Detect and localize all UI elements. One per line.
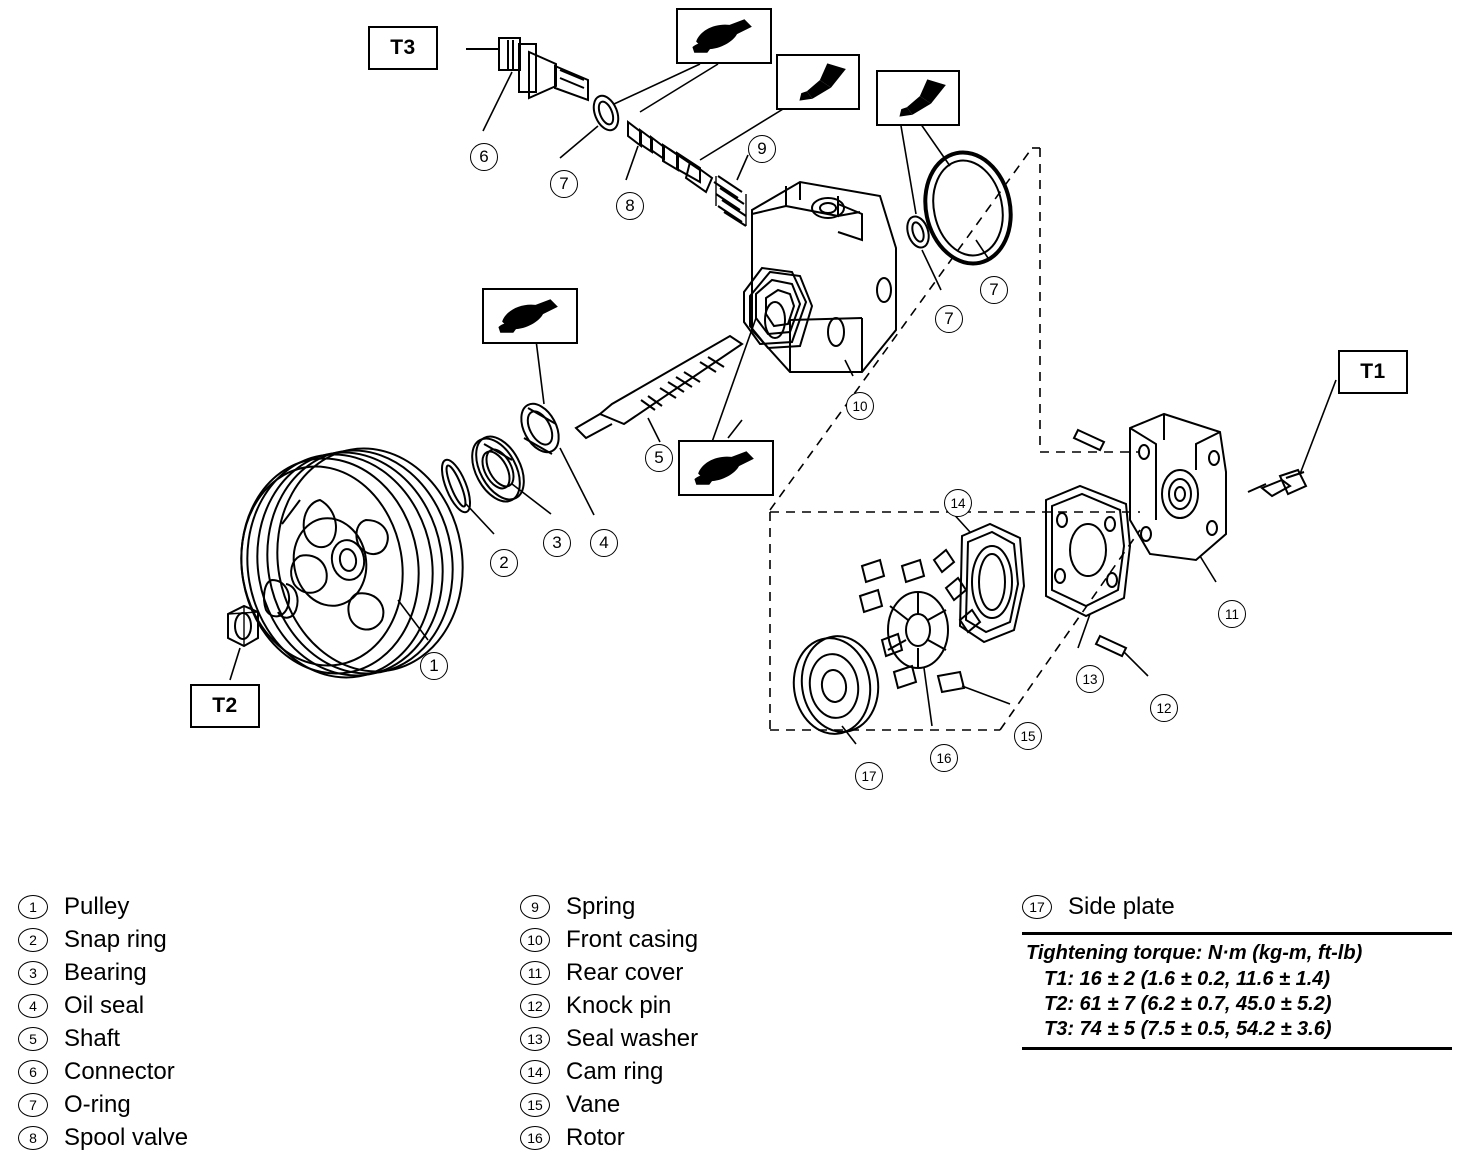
seal-washer-13 <box>1046 486 1130 616</box>
legend-number: 5 <box>18 1027 48 1051</box>
legend-number: 6 <box>18 1060 48 1084</box>
front-casing-10 <box>744 182 896 372</box>
list-item <box>520 923 698 956</box>
callout-15: 15 <box>1014 722 1042 750</box>
legend-label: O-ring <box>64 1090 131 1118</box>
list-item <box>18 1022 188 1055</box>
spool-valve-8 <box>628 122 712 192</box>
torque-line-t1: T1: 16 ± 2 (1.6 ± 0.2, 11.6 ± 1.4) <box>1044 968 1331 990</box>
legend-label: Connector <box>64 1057 175 1085</box>
torque-line-t3: T3: 74 ± 5 (7.5 ± 0.5, 54.2 ± 3.6) <box>1044 1018 1332 1040</box>
legend-label: Snap ring <box>64 925 167 953</box>
list-item <box>18 890 188 923</box>
list-item <box>520 989 698 1022</box>
legend-label: Pulley <box>64 892 130 920</box>
bearing-3 <box>462 429 533 510</box>
legend-number: 1 <box>18 895 48 919</box>
callout-17: 17 <box>855 762 883 790</box>
callout-13: 13 <box>1076 665 1104 693</box>
legend-number: 4 <box>18 994 48 1018</box>
list-item <box>18 923 188 956</box>
grease-gun-icon <box>678 440 774 496</box>
torque-tag-t2: T2 <box>190 684 260 728</box>
brush-icon <box>776 54 860 110</box>
legend-number: 10 <box>520 928 550 952</box>
callout-1: 1 <box>420 652 448 680</box>
torque-tag-t1: T1 <box>1338 350 1408 394</box>
legend-number: 8 <box>18 1126 48 1150</box>
callout-6: 6 <box>470 143 498 171</box>
callout-3: 3 <box>543 529 571 557</box>
callout-16: 16 <box>930 744 958 772</box>
callout-7b: 7 <box>935 305 963 333</box>
callout-10: 10 <box>846 392 874 420</box>
legend-number: 9 <box>520 895 550 919</box>
list-item <box>18 1055 188 1088</box>
pulley-nut-t2 <box>228 606 258 646</box>
legend-label: Cam ring <box>566 1057 664 1085</box>
legend-number: 2 <box>18 928 48 952</box>
list-item <box>520 1088 698 1121</box>
grease-gun-icon <box>482 288 578 344</box>
list-item <box>18 1121 188 1154</box>
spring-9 <box>714 176 746 226</box>
callout-5: 5 <box>645 444 673 472</box>
legend-number: 3 <box>18 961 48 985</box>
legend-label: Bearing <box>64 958 147 986</box>
brush-icon <box>876 70 960 126</box>
legend-label: Rear cover <box>566 958 684 986</box>
rear-cover-11 <box>1130 414 1226 560</box>
oil-seal-4 <box>514 398 567 459</box>
legend-label: Oil seal <box>64 991 145 1019</box>
legend-number: 7 <box>18 1093 48 1117</box>
parts-legend <box>0 880 1472 1154</box>
legend-number: 13 <box>520 1027 550 1051</box>
legend-label: Side plate <box>1068 892 1175 920</box>
bolt-t1 <box>1248 470 1306 496</box>
list-item <box>520 890 698 923</box>
legend-label: Knock pin <box>566 991 672 1019</box>
callout-8: 8 <box>616 192 644 220</box>
list-item <box>1022 890 1175 923</box>
knock-pin-12 <box>1074 430 1126 656</box>
list-item <box>18 1088 188 1121</box>
legend-label: Front casing <box>566 925 699 953</box>
divider-bottom <box>1022 1047 1452 1050</box>
shaft-5 <box>576 336 742 438</box>
o-ring-7-large <box>915 144 1020 271</box>
torque-tag-t3: T3 <box>368 26 438 70</box>
torque-line-t2: T2: 61 ± 7 (6.2 ± 0.7, 45.0 ± 5.2) <box>1044 993 1332 1015</box>
legend-label: Vane <box>566 1090 621 1118</box>
legend-number: 17 <box>1022 895 1052 919</box>
legend-number: 16 <box>520 1126 550 1150</box>
legend-number: 11 <box>520 961 550 985</box>
legend-number: 12 <box>520 994 550 1018</box>
callout-9: 9 <box>748 135 776 163</box>
grease-gun-icon <box>676 8 772 64</box>
list-item <box>18 956 188 989</box>
connector-6 <box>466 38 588 100</box>
list-item <box>520 956 698 989</box>
cam-ring-14 <box>960 524 1024 642</box>
list-item <box>520 1055 698 1088</box>
torque-title: Tightening torque: N·m (kg-m, ft-lb) <box>1026 942 1363 964</box>
list-item <box>18 989 188 1022</box>
callout-11: 11 <box>1218 600 1246 628</box>
legend-column-2 <box>520 890 698 1154</box>
rotor-16 <box>888 592 948 668</box>
callout-7a: 7 <box>550 170 578 198</box>
list-item <box>520 1121 698 1154</box>
legend-column-1 <box>18 890 188 1154</box>
legend-column-3 <box>1022 890 1175 923</box>
callout-12: 12 <box>1150 694 1178 722</box>
side-plate-17 <box>788 631 885 739</box>
o-ring-7a <box>589 92 623 134</box>
list-item <box>520 1022 698 1055</box>
legend-number: 14 <box>520 1060 550 1084</box>
legend-number: 15 <box>520 1093 550 1117</box>
callout-4: 4 <box>590 529 618 557</box>
legend-label: Shaft <box>64 1024 121 1052</box>
callout-2: 2 <box>490 549 518 577</box>
callout-7c: 7 <box>980 276 1008 304</box>
legend-label: Spool valve <box>64 1123 189 1151</box>
legend-label: Rotor <box>566 1123 625 1151</box>
group-outline-front <box>765 148 1140 520</box>
legend-label: Seal washer <box>566 1024 699 1052</box>
legend-label: Spring <box>566 892 636 920</box>
callout-14: 14 <box>944 489 972 517</box>
divider-top <box>1022 932 1452 935</box>
snap-ring-2 <box>436 456 476 515</box>
tightening-torque-table <box>1022 932 1452 1050</box>
